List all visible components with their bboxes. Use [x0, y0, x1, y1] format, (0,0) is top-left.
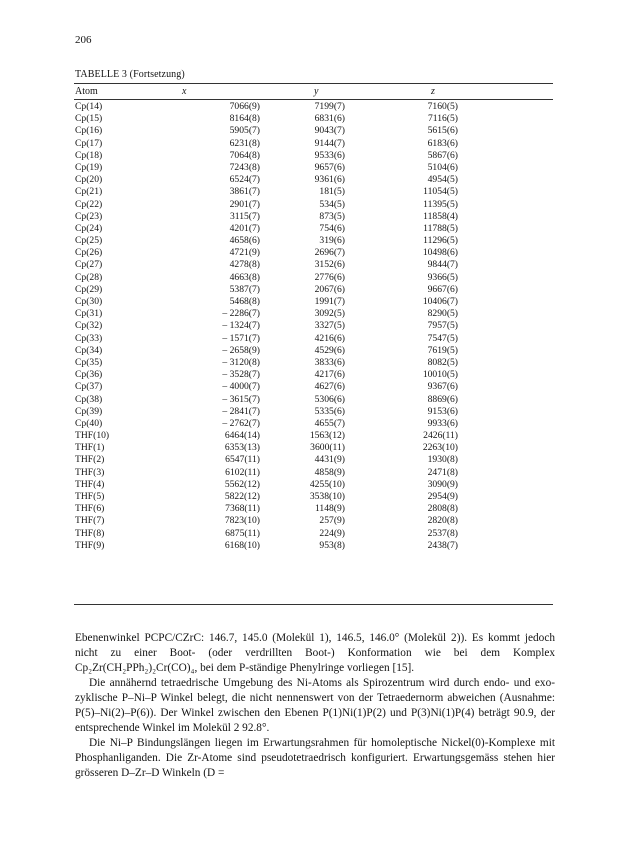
- table-row: [0, 381, 624, 393]
- cell-atom: Cp(39): [75, 405, 103, 417]
- cell-x: – 4000(7): [222, 381, 260, 393]
- cell-z: 2820(8): [427, 515, 458, 527]
- table-row: [0, 406, 624, 418]
- table-row: [0, 442, 624, 454]
- cell-y: 9657(6): [314, 161, 345, 173]
- cell-z: 2808(8): [427, 503, 458, 515]
- cell-atom: THF(2): [75, 454, 105, 466]
- cell-atom: Cp(19): [75, 161, 103, 173]
- cell-atom: Cp(37): [75, 381, 103, 393]
- cell-x: 6547(11): [225, 454, 260, 466]
- cell-x: 5468(8): [229, 296, 260, 307]
- cell-z: 9153(6): [427, 405, 458, 417]
- cell-atom: THF(9): [75, 539, 105, 551]
- cell-y: 754(6): [319, 222, 345, 234]
- cell-atom: THF(7): [75, 515, 105, 527]
- table-row: [0, 308, 624, 320]
- cell-y: 2776(6): [314, 271, 345, 283]
- cell-x: 4658(6): [229, 235, 260, 247]
- table-row: [0, 528, 624, 540]
- cell-atom: Cp(17): [75, 137, 103, 149]
- cell-atom: Cp(27): [75, 259, 103, 271]
- table-row: [0, 138, 624, 150]
- cell-y: 4655(7): [314, 417, 345, 429]
- cell-atom: Cp(24): [75, 222, 103, 234]
- cell-y: 4627(6): [314, 381, 345, 393]
- table-row: [0, 333, 624, 345]
- cell-x: 4721(9): [229, 247, 260, 259]
- cell-z: 11296(5): [423, 235, 458, 247]
- table-bottom-rule: [74, 604, 553, 605]
- cell-z: 1930(8): [427, 454, 458, 466]
- cell-atom: Cp(32): [75, 320, 103, 332]
- cell-z: 10498(6): [422, 247, 458, 259]
- cell-x: 7823(10): [224, 515, 260, 527]
- table-caption: TABELLE 3 (Fortsetzung): [75, 69, 185, 80]
- cell-z: 11788(5): [423, 222, 458, 234]
- cell-z: 10010(5): [422, 369, 458, 381]
- table-row: [0, 418, 624, 430]
- cell-z: 2438(7): [427, 539, 458, 551]
- table-row: [0, 320, 624, 332]
- table-body: [0, 101, 624, 552]
- cell-z: 7619(5): [427, 344, 458, 356]
- table-row: [0, 296, 624, 308]
- cell-atom: Cp(15): [75, 113, 103, 125]
- column-header-z: z: [431, 86, 435, 97]
- cell-z: 9844(7): [427, 259, 458, 271]
- cell-atom: Cp(31): [75, 308, 103, 320]
- cell-x: – 3120(8): [222, 356, 260, 368]
- cell-x: – 2286(7): [222, 308, 260, 320]
- cell-x: 6464(14): [224, 430, 260, 442]
- cell-x: – 2762(7): [222, 417, 260, 429]
- cell-x: 3861(7): [229, 186, 260, 198]
- column-header-atom: Atom: [75, 86, 98, 97]
- cell-z: 9667(6): [427, 283, 458, 295]
- table-row: [0, 503, 624, 515]
- cell-atom: THF(5): [75, 491, 105, 502]
- cell-atom: Cp(16): [75, 125, 103, 137]
- cell-atom: Cp(20): [75, 174, 103, 186]
- paragraph-3: Die Ni–P Bindungslängen liegen im Erwartungsrahmen für homoleptische Nickel(0)-Komplexe mit Phosphanliganden. Die Zr-Atome sind pseudotetraedrisch konfiguriert. Erwartungsgemäss stehen hier grösseren D–Zr–D Winkeln (D =: [75, 737, 555, 779]
- table-header-rule: [74, 99, 553, 100]
- cell-x: 6231(8): [229, 137, 260, 149]
- cell-x: 6524(7): [229, 174, 260, 186]
- table-row: [0, 223, 624, 235]
- table-row: [0, 345, 624, 357]
- cell-x: 6168(10): [224, 539, 260, 551]
- cell-atom: Cp(33): [75, 332, 103, 344]
- cell-y: 6831(6): [314, 113, 345, 125]
- cell-x: 5905(7): [229, 125, 260, 137]
- cell-atom: Cp(22): [75, 198, 103, 210]
- cell-z: 2263(10): [422, 442, 458, 454]
- cell-atom: THF(10): [75, 430, 110, 442]
- table-row: [0, 150, 624, 162]
- table-row: [0, 186, 624, 198]
- cell-z: 8290(5): [427, 308, 458, 320]
- cell-y: 3092(5): [314, 308, 345, 320]
- table-row: [0, 247, 624, 259]
- cell-y: 4529(6): [314, 344, 345, 356]
- body-text: [75, 631, 555, 781]
- table-row: [0, 284, 624, 296]
- cell-y: 5306(6): [314, 393, 345, 405]
- table-row: [0, 235, 624, 247]
- cell-y: 3833(6): [314, 356, 345, 368]
- cell-x: – 1571(7): [222, 332, 260, 344]
- cell-x: 6353(13): [224, 442, 260, 454]
- cell-y: 1563(12): [309, 430, 345, 442]
- cell-atom: Cp(35): [75, 356, 103, 368]
- cell-atom: THF(6): [75, 503, 105, 515]
- cell-y: 4255(10): [309, 478, 345, 490]
- cell-y: 3327(5): [314, 320, 345, 332]
- table-top-rule: [74, 83, 553, 84]
- cell-y: 1991(7): [314, 296, 345, 307]
- cell-y: 4217(6): [314, 369, 345, 381]
- cell-z: 5615(6): [427, 125, 458, 137]
- cell-atom: Cp(25): [75, 235, 103, 247]
- table-row: [0, 454, 624, 466]
- cell-x: – 2658(9): [222, 344, 260, 356]
- cell-atom: Cp(36): [75, 369, 103, 381]
- cell-z: 2537(8): [427, 527, 458, 539]
- table-row: [0, 113, 624, 125]
- cell-z: 11054(5): [423, 186, 458, 198]
- cell-x: 7066(9): [229, 101, 260, 112]
- cell-x: 5387(7): [229, 283, 260, 295]
- cell-y: 9533(6): [314, 149, 345, 161]
- cell-x: – 1324(7): [222, 320, 260, 332]
- cell-x: 7243(8): [229, 161, 260, 173]
- cell-x: 2901(7): [229, 198, 260, 210]
- cell-x: – 3528(7): [222, 369, 260, 381]
- cell-z: 7160(5): [427, 101, 458, 112]
- cell-z: 9366(5): [427, 271, 458, 283]
- cell-x: 5822(12): [224, 491, 260, 502]
- table-row: [0, 479, 624, 491]
- table-row: [0, 394, 624, 406]
- cell-y: 9144(7): [314, 137, 345, 149]
- cell-z: 9367(6): [427, 381, 458, 393]
- table-row: [0, 162, 624, 174]
- cell-z: 5867(6): [427, 149, 458, 161]
- cell-z: 2426(11): [423, 430, 458, 442]
- cell-y: 257(9): [319, 515, 345, 527]
- cell-y: 2696(7): [314, 247, 345, 259]
- table-row: [0, 491, 624, 503]
- table-row: [0, 259, 624, 271]
- cell-y: 224(9): [319, 527, 345, 539]
- table-row: [0, 369, 624, 381]
- cell-z: 4954(5): [427, 174, 458, 186]
- table-row: [0, 125, 624, 137]
- cell-z: 9933(6): [427, 417, 458, 429]
- cell-y: 3538(10): [309, 491, 345, 502]
- cell-z: 7957(5): [427, 320, 458, 332]
- cell-atom: THF(4): [75, 478, 105, 490]
- cell-y: 9043(7): [314, 125, 345, 137]
- table-row: [0, 272, 624, 284]
- cell-x: 4278(8): [229, 259, 260, 271]
- cell-atom: Cp(26): [75, 247, 103, 259]
- cell-y: 4858(9): [314, 466, 345, 478]
- table-row: [0, 357, 624, 369]
- cell-z: 11395(5): [423, 198, 458, 210]
- table-row: [0, 199, 624, 211]
- cell-atom: THF(3): [75, 466, 105, 478]
- cell-atom: THF(1): [75, 442, 105, 454]
- cell-x: 7368(11): [225, 503, 260, 515]
- table-row: [0, 515, 624, 527]
- cell-z: 10406(7): [422, 296, 458, 307]
- paragraph-1: Ebenenwinkel PCPC/CZrC: 146.7, 145.0 (Molekül 1), 146.5, 146.0° (Molekül 2)). Es kommt jedoch nicht zu einer Boot- (oder verdrillten Boot-) Konformation wie bei dem Komplex Cp₂Zr(CH₂PPh₂)₂Cr(CO)₄, bei dem P-ständige Phenylringe vorliegen [15].: [75, 632, 555, 674]
- table-row: [0, 211, 624, 223]
- cell-y: 7199(7): [314, 101, 345, 112]
- cell-z: 6183(6): [427, 137, 458, 149]
- cell-y: 4216(6): [314, 332, 345, 344]
- cell-x: 8164(8): [229, 113, 260, 125]
- paragraph-2: Die annähernd tetraedrische Umgebung des Ni-Atoms als Spirozentrum wird durch endo- und exo-zyklische P–Ni–P Winkel belegt, die nicht nennenswert von der Tetraedernorm abweichen (Ausnahme: P(5)–Ni(2)–P(6)). Der Winkel zwischen den Ebenen P(1)Ni(1)P(2) und P(3)Ni(1)P(4) beträgt 90.9, der entsprechende Winkel im Molekül 2 92.8°.: [75, 677, 555, 734]
- cell-z: 3090(9): [427, 478, 458, 490]
- table-row: [0, 174, 624, 186]
- cell-x: 4201(7): [229, 222, 260, 234]
- table-row: [0, 540, 624, 552]
- cell-z: 7116(5): [427, 113, 458, 125]
- cell-atom: Cp(18): [75, 149, 103, 161]
- cell-y: 5335(6): [314, 405, 345, 417]
- cell-x: 7064(8): [229, 149, 260, 161]
- column-header-y: y: [314, 86, 319, 97]
- cell-atom: Cp(23): [75, 210, 103, 222]
- cell-z: 5104(6): [427, 161, 458, 173]
- cell-atom: Cp(29): [75, 283, 103, 295]
- cell-y: 181(5): [319, 186, 345, 198]
- table-row: [0, 101, 624, 113]
- cell-x: 6102(11): [225, 466, 260, 478]
- cell-x: – 3615(7): [222, 393, 260, 405]
- cell-x: 6875(11): [225, 527, 260, 539]
- cell-x: 3115(7): [229, 210, 260, 222]
- column-header-x: x: [182, 86, 187, 97]
- cell-y: 3152(6): [314, 259, 345, 271]
- cell-y: 873(5): [319, 210, 345, 222]
- page-number: 206: [75, 34, 92, 46]
- cell-atom: Cp(14): [75, 101, 103, 112]
- cell-atom: Cp(34): [75, 344, 103, 356]
- cell-y: 2067(6): [314, 283, 345, 295]
- cell-atom: Cp(40): [75, 417, 103, 429]
- cell-z: 8082(5): [427, 356, 458, 368]
- cell-z: 2471(8): [427, 466, 458, 478]
- cell-z: 11858(4): [423, 210, 458, 222]
- cell-y: 4431(9): [314, 454, 345, 466]
- cell-z: 7547(5): [427, 332, 458, 344]
- cell-atom: THF(8): [75, 527, 105, 539]
- cell-atom: Cp(38): [75, 393, 103, 405]
- table-row: [0, 430, 624, 442]
- cell-y: 9361(6): [314, 174, 345, 186]
- cell-y: 319(6): [319, 235, 345, 247]
- cell-x: – 2841(7): [222, 405, 260, 417]
- cell-y: 1148(9): [314, 503, 345, 515]
- cell-y: 534(5): [319, 198, 345, 210]
- table-row: [0, 467, 624, 479]
- cell-atom: Cp(21): [75, 186, 103, 198]
- cell-atom: Cp(30): [75, 296, 103, 307]
- cell-y: 3600(11): [310, 442, 345, 454]
- cell-x: 4663(8): [229, 271, 260, 283]
- cell-x: 5562(12): [224, 478, 260, 490]
- cell-y: 953(8): [319, 539, 345, 551]
- cell-z: 2954(9): [427, 491, 458, 502]
- cell-atom: Cp(28): [75, 271, 103, 283]
- cell-z: 8869(6): [427, 393, 458, 405]
